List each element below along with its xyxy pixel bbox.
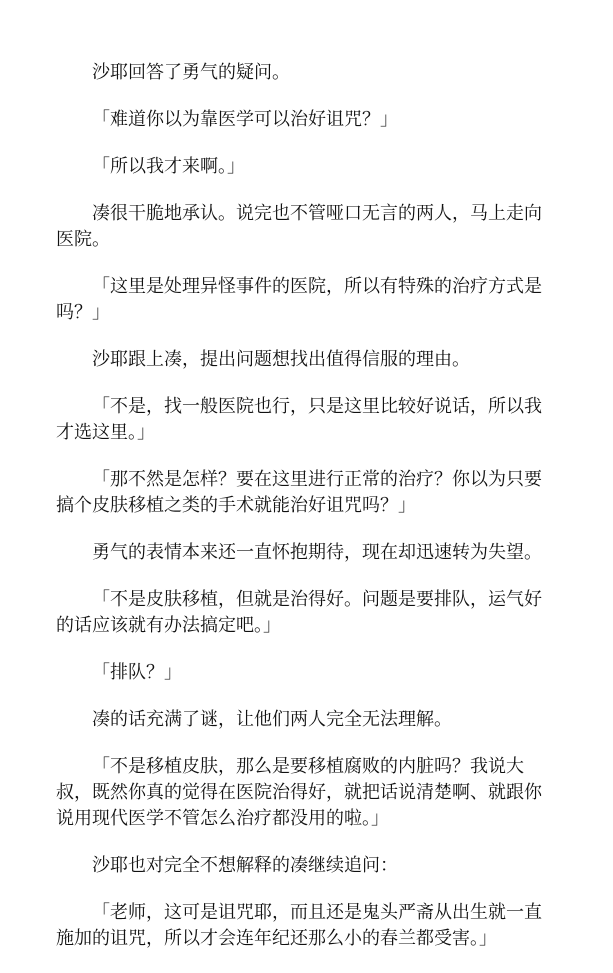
paragraph-1: 沙耶回答了勇气的疑问。	[92, 62, 290, 83]
paragraph-11: 「排队？」	[92, 662, 182, 683]
paragraph-2: 「难道你以为靠医学可以治好诅咒？」	[92, 109, 398, 130]
paragraph-12: 凑的话充满了谜，让他们两人完全无法理解。	[92, 709, 452, 730]
paragraph-9: 勇气的表情本来还一直怀抱期待，现在却迅速转为失望。	[92, 542, 542, 563]
paragraph-8: 「那不然是怎样？要在这里进行正常的治疗？你以为只要搞个皮肤移植之类的手术就能治好诅咒吗？」	[56, 469, 542, 516]
paragraph-4: 凑很干脆地承认。说完也不管哑口无言的两人，马上走向医院。	[56, 203, 542, 250]
paragraph-15: 「老师，这可是诅咒耶，而且还是鬼头严斋从出生就一直施加的诅咒，所以才会连年纪还那么小的春兰都受害。」	[56, 902, 542, 949]
paragraph-14: 沙耶也对完全不想解释的凑继续追问：	[92, 855, 398, 876]
paragraph-6: 沙耶跟上凑，提出问题想找出值得信服的理由。	[92, 349, 470, 370]
paragraph-3: 「所以我才来啊。」	[92, 156, 245, 177]
paragraph-5: 「这里是处理异怪事件的医院，所以有特殊的治疗方式是吗？」	[56, 276, 542, 323]
paragraph-13: 「不是移植皮肤，那么是要移植腐败的内脏吗？我说大叔，既然你真的觉得在医院治得好，就把话说清楚啊、就跟你说用现代医学不管怎么治疗都没用的啦。」	[56, 756, 542, 829]
paragraph-7: 「不是，找一般医院也行，只是这里比较好说话，所以我才选这里。」	[56, 396, 542, 443]
paragraph-10: 「不是皮肤移植，但就是治得好。问题是要排队，运气好的话应该就有办法搞定吧。」	[56, 589, 542, 636]
novel-page	[56, 60, 556, 973]
